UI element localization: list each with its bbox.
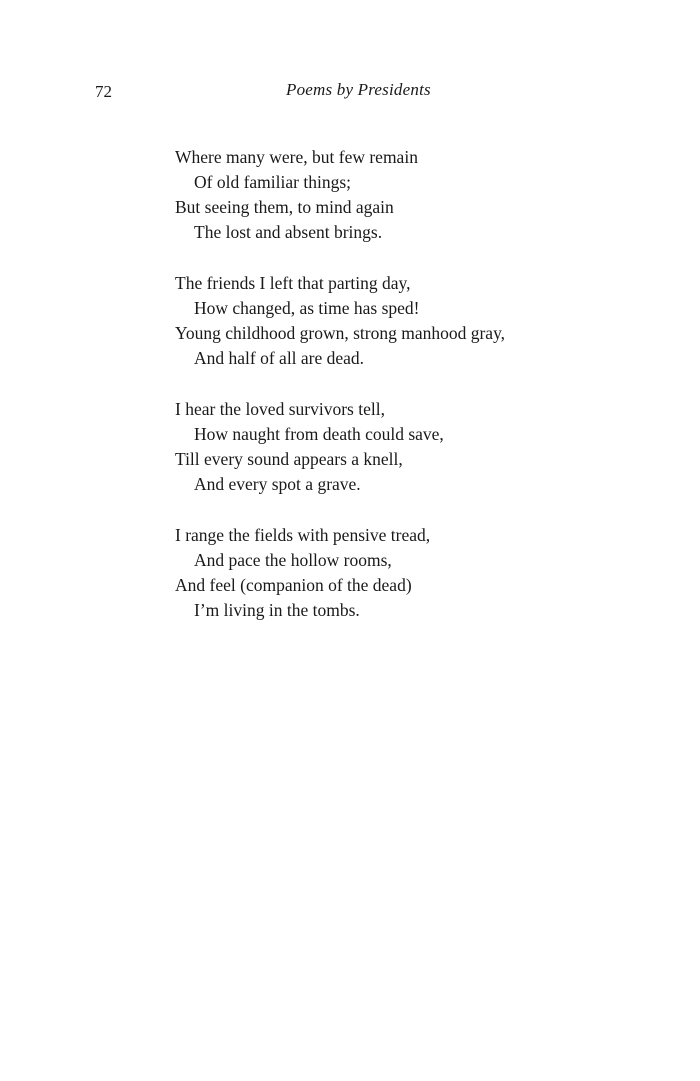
poem-line: Young childhood grown, strong manhood gray, [175, 323, 506, 343]
poem-line: The lost and absent brings. [194, 222, 383, 242]
stanza-1 [175, 145, 605, 245]
poem-line: The friends I left that parting day, [175, 273, 411, 293]
page-number: 72 [95, 82, 112, 101]
stanza-2 [175, 271, 605, 371]
poem-line: And feel (companion of the dead) [175, 575, 412, 595]
poem-line: And pace the hollow rooms, [194, 550, 392, 570]
stanza-4 [175, 523, 605, 623]
poem-line: And every spot a grave. [194, 474, 361, 494]
poem-body [175, 145, 605, 649]
stanza-3 [175, 397, 605, 497]
poem-line: I hear the loved survivors tell, [175, 399, 385, 419]
running-head-title: Poems by Presidents [286, 80, 431, 99]
poem-line: Where many were, but few remain [175, 147, 418, 167]
poem-line: And half of all are dead. [194, 348, 365, 368]
poem-line: I range the fields with pensive tread, [175, 525, 431, 545]
poem-line: But seeing them, to mind again [175, 197, 394, 217]
poem-line: How naught from death could save, [194, 424, 444, 444]
poem-line: How changed, as time has sped! [194, 298, 420, 318]
poem-line: I’m living in the tombs. [194, 600, 360, 620]
poem-line: Of old familiar things; [194, 172, 351, 192]
poem-line: Till every sound appears a knell, [175, 449, 403, 469]
